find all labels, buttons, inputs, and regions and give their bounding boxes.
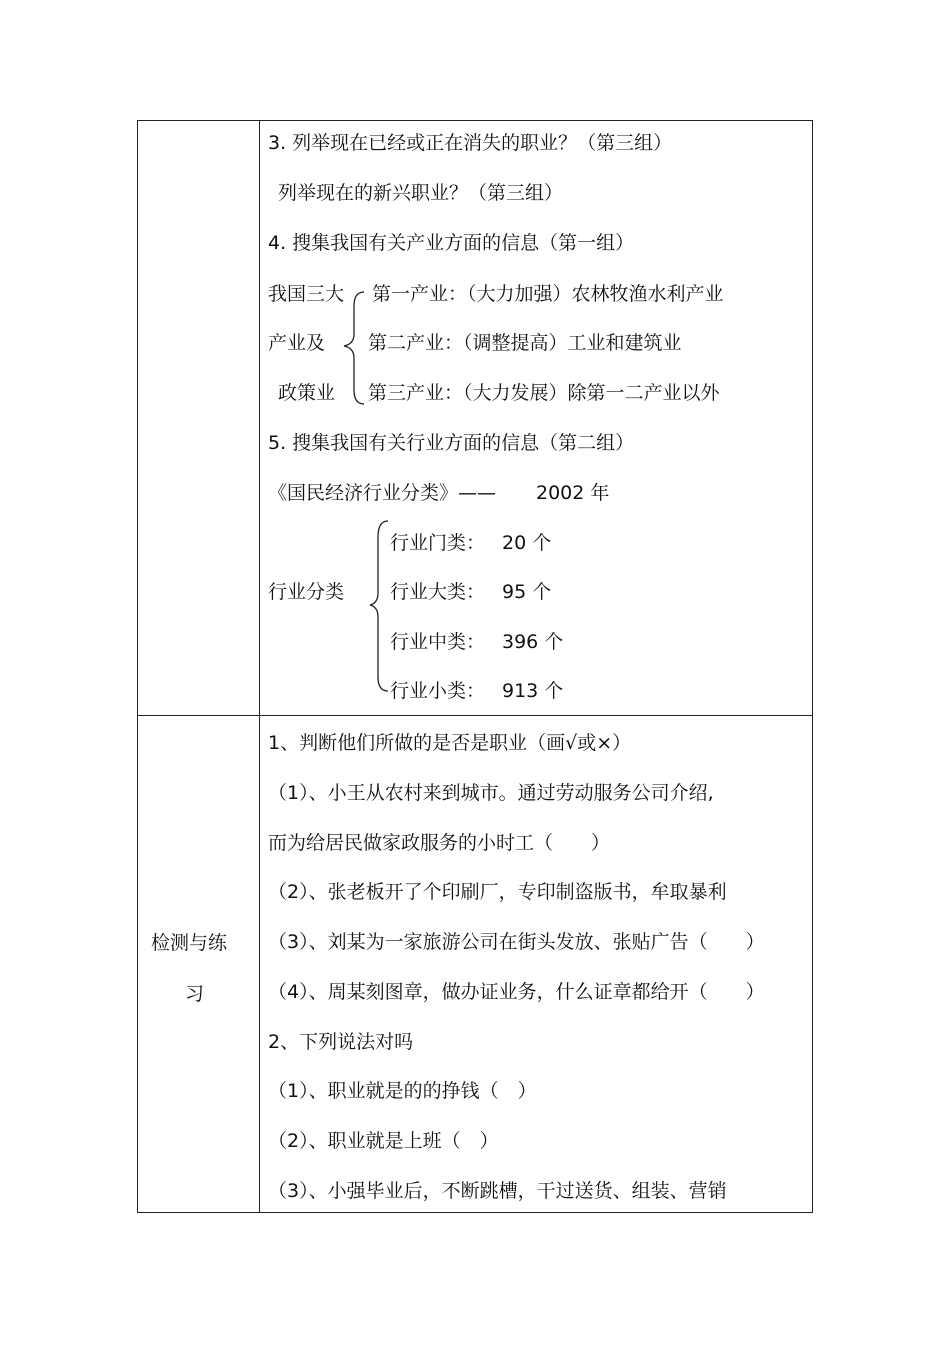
section-label-line1: 检测与练 <box>151 932 228 954</box>
trade-count: 396 个 <box>502 631 564 653</box>
item-3-text: 3. 列举现在已经或正在消失的职业？（第三组） <box>268 132 673 154</box>
trade-count: 913 个 <box>502 680 564 702</box>
trade-name: 行业门类： <box>390 532 486 554</box>
industry-tertiary: 第三产业：（大力发展）除第一二产业以外 <box>368 382 720 404</box>
trade-name: 行业中类： <box>390 631 486 653</box>
question-2-item: （1）、职业就是的的挣钱（ ） <box>268 1080 537 1102</box>
classification-year: 2002 年 <box>536 482 610 504</box>
question-1-item: 而为给居民做家政服务的小时工（ ） <box>268 832 611 854</box>
question-1-item: （4）、周某刻图章，做办证业务，什么证章都给开（ ） <box>268 981 765 1003</box>
item-5-text: 5. 搜集我国有关行业方面的信息（第二组） <box>268 432 635 454</box>
classification-title: 《国民经济行业分类》—— <box>268 482 497 504</box>
industry-label-line1: 我国三大 <box>268 283 345 305</box>
question-1-item: （3）、刘某为一家旅游公司在街头发放、张贴广告（ ） <box>268 931 765 953</box>
question-2-item: （3）、小强毕业后，不断跳槽，干过送货、组装、营销 <box>268 1180 727 1202</box>
industry-secondary: 第二产业：（调整提高）工业和建筑业 <box>368 332 682 354</box>
trade-count: 95 个 <box>502 581 552 603</box>
question-2: 2、下列说法对吗 <box>268 1031 414 1053</box>
question-1-item: （1）、小王从农村来到城市。通过劳动服务公司介绍, <box>268 782 714 804</box>
question-1: 1、判断他们所做的是否是职业（画√或×） <box>268 732 632 754</box>
trade-count: 20 个 <box>502 532 552 554</box>
trade-label: 行业分类 <box>268 581 345 603</box>
section-label-line2: 习 <box>185 983 205 1005</box>
trade-name: 行业小类： <box>390 680 486 702</box>
column-divider <box>259 120 260 1213</box>
industry-primary: 第一产业：（大力加强）农林牧渔水利产业 <box>372 283 724 305</box>
trade-name: 行业大类： <box>390 581 486 603</box>
item-3b-text: 列举现在的新兴职业？（第三组） <box>278 182 564 204</box>
industry-label-line2: 产业及 <box>268 332 326 354</box>
industry-label-line3: 政策业 <box>278 382 336 404</box>
industry-brace <box>340 284 370 408</box>
question-2-item: （2）、职业就是上班（ ） <box>268 1130 499 1152</box>
item-4-text: 4. 搜集我国有关产业方面的信息（第一组） <box>268 232 635 254</box>
row-divider <box>137 715 813 716</box>
question-1-item: （2）、张老板开了个印刷厂，专印制盗版书，牟取暴利 <box>268 881 727 903</box>
